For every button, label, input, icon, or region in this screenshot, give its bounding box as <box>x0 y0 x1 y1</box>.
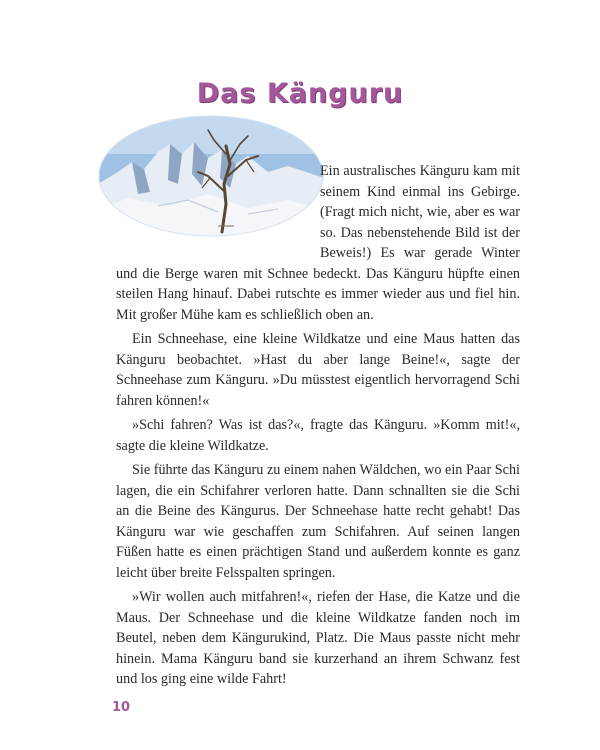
paragraph: Ein Schneehase, eine kleine Wildkatze und eine Maus hatten das Känguru beobachtet. »Hast du aber lange Beine!«, sagte der Schneehase zum Känguru. »Du müsstest eigentlich hervorragend Schi fahren können!« <box>116 331 520 409</box>
page-title: Das Känguru <box>196 78 404 110</box>
illustration-spacer <box>106 161 320 245</box>
story-text <box>116 161 520 690</box>
paragraph: Sie führte das Känguru zu einem nahen Wäldchen, wo ein Paar Schi lagen, die ein Schifahrer verloren hatte. Dann schnallten sie die Schi an die Beine des Kängurus. Der Schneehase hatte recht gehabt! Das Känguru war wie geschaffen zum Schifahren. Auf seinen langen Füßen hatte es einen prächtigen Stand und außerdem konnte es ganz leicht über breite Felsspalten springen. <box>116 462 520 581</box>
page-number: 10 <box>112 700 131 715</box>
paragraph: »Schi fahren? Was ist das?«, fragte das Känguru. »Komm mit!«, sagte die kleine Wildkatze. <box>116 417 520 454</box>
paragraph: Ein australisches Känguru kam mit seinem Kind einmal ins Gebirge. (Fragt mich nicht, wie, aber es war so. Das nebenstehende Bild ist der Beweis!) Es war gerade Winter und die Berge waren mit Schnee bedeckt. Das Känguru hüpfte einen steilen Hang hinauf. Dabei rutschte es immer wieder aus und fiel hin. Mit großer Mühe kam es schließlich oben an. <box>116 161 520 325</box>
paragraph: »Wir wollen auch mitfahren!«, riefen der Hase, die Katze und die Maus. Der Schneehase und die kleine Wildkatze fanden noch im Beutel, neben dem Kängurukind, Platz. Die Maus passte nicht mehr hinein. Mama Känguru band sie kurzerhand an ihrem Schwanz fest und los ging eine wilde Fahrt! <box>116 589 520 687</box>
